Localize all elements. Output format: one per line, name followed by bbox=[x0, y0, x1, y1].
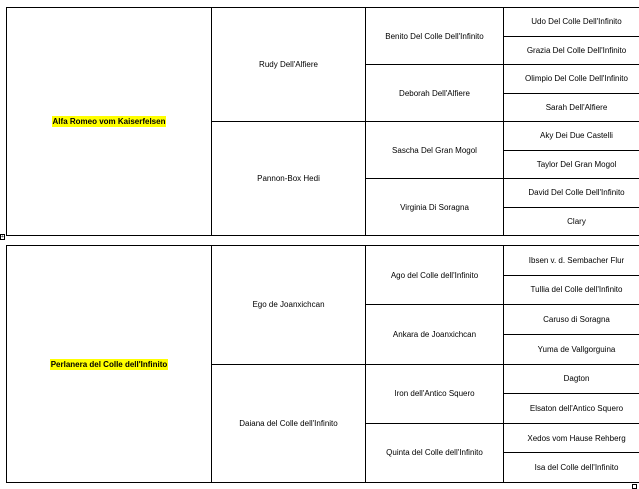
main-dog-cell bbox=[7, 8, 212, 236]
great-grandparent-cell: Tullia del Colle dell'Infinito bbox=[504, 275, 639, 305]
parent-cell: Ego de Joanxichcan bbox=[212, 246, 366, 365]
grandparent-cell: Deborah Dell'Alfiere bbox=[366, 65, 504, 122]
great-grandparent-cell: Clary bbox=[504, 207, 639, 236]
great-grandparent-cell: Yuma de Vallgorguina bbox=[504, 334, 639, 364]
main-dog-name: Perlanera del Colle dell'Infinito bbox=[50, 359, 168, 369]
main-dog-cell bbox=[7, 246, 212, 483]
grandparent-cell: Quinta del Colle dell'Infinito bbox=[366, 423, 504, 482]
grandparent-cell: Virginia Di Soragna bbox=[366, 179, 504, 236]
pedigree-table-2 bbox=[6, 245, 639, 483]
great-grandparent-cell: Elsaton dell'Antico Squero bbox=[504, 394, 639, 424]
parent-cell: Pannon-Box Hedi bbox=[212, 122, 366, 236]
great-grandparent-cell: Caruso di Soragna bbox=[504, 305, 639, 335]
grandparent-cell: Ago del Colle dell'Infinito bbox=[366, 246, 504, 305]
great-grandparent-cell: Xedos vom Hause Rehberg bbox=[504, 423, 639, 453]
great-grandparent-cell: Taylor Del Gran Mogol bbox=[504, 150, 639, 179]
parent-cell: Rudy Dell'Alfiere bbox=[212, 8, 366, 122]
great-grandparent-cell: Grazia Del Colle Dell'Infinito bbox=[504, 36, 639, 65]
great-grandparent-cell: Aky Dei Due Castelli bbox=[504, 122, 639, 151]
grandparent-cell: Benito Del Colle Dell'Infinito bbox=[366, 8, 504, 65]
great-grandparent-cell: Sarah Dell'Alfiere bbox=[504, 93, 639, 122]
table-resize-handle-icon[interactable] bbox=[632, 484, 637, 489]
grandparent-cell: Iron dell'Antico Squero bbox=[366, 364, 504, 423]
pedigree-table-1 bbox=[6, 7, 639, 236]
grandparent-cell: Sascha Del Gran Mogol bbox=[366, 122, 504, 179]
great-grandparent-cell: Udo Del Colle Dell'Infinito bbox=[504, 8, 639, 37]
great-grandparent-cell: Ibsen v. d. Sembacher Flur bbox=[504, 246, 639, 276]
great-grandparent-cell: Isa del Colle dell'Infinito bbox=[504, 453, 639, 483]
great-grandparent-cell: David Del Colle Dell'Infinito bbox=[504, 179, 639, 208]
grandparent-cell: Ankara de Joanxichcan bbox=[366, 305, 504, 364]
table-move-handle-icon[interactable]: + bbox=[1, 234, 4, 240]
great-grandparent-cell: Olimpio Del Colle Dell'Infinito bbox=[504, 65, 639, 94]
main-dog-name: Alfa Romeo vom Kaiserfelsen bbox=[52, 117, 166, 126]
parent-cell: Daiana del Colle dell'Infinito bbox=[212, 364, 366, 483]
great-grandparent-cell: Dagton bbox=[504, 364, 639, 394]
